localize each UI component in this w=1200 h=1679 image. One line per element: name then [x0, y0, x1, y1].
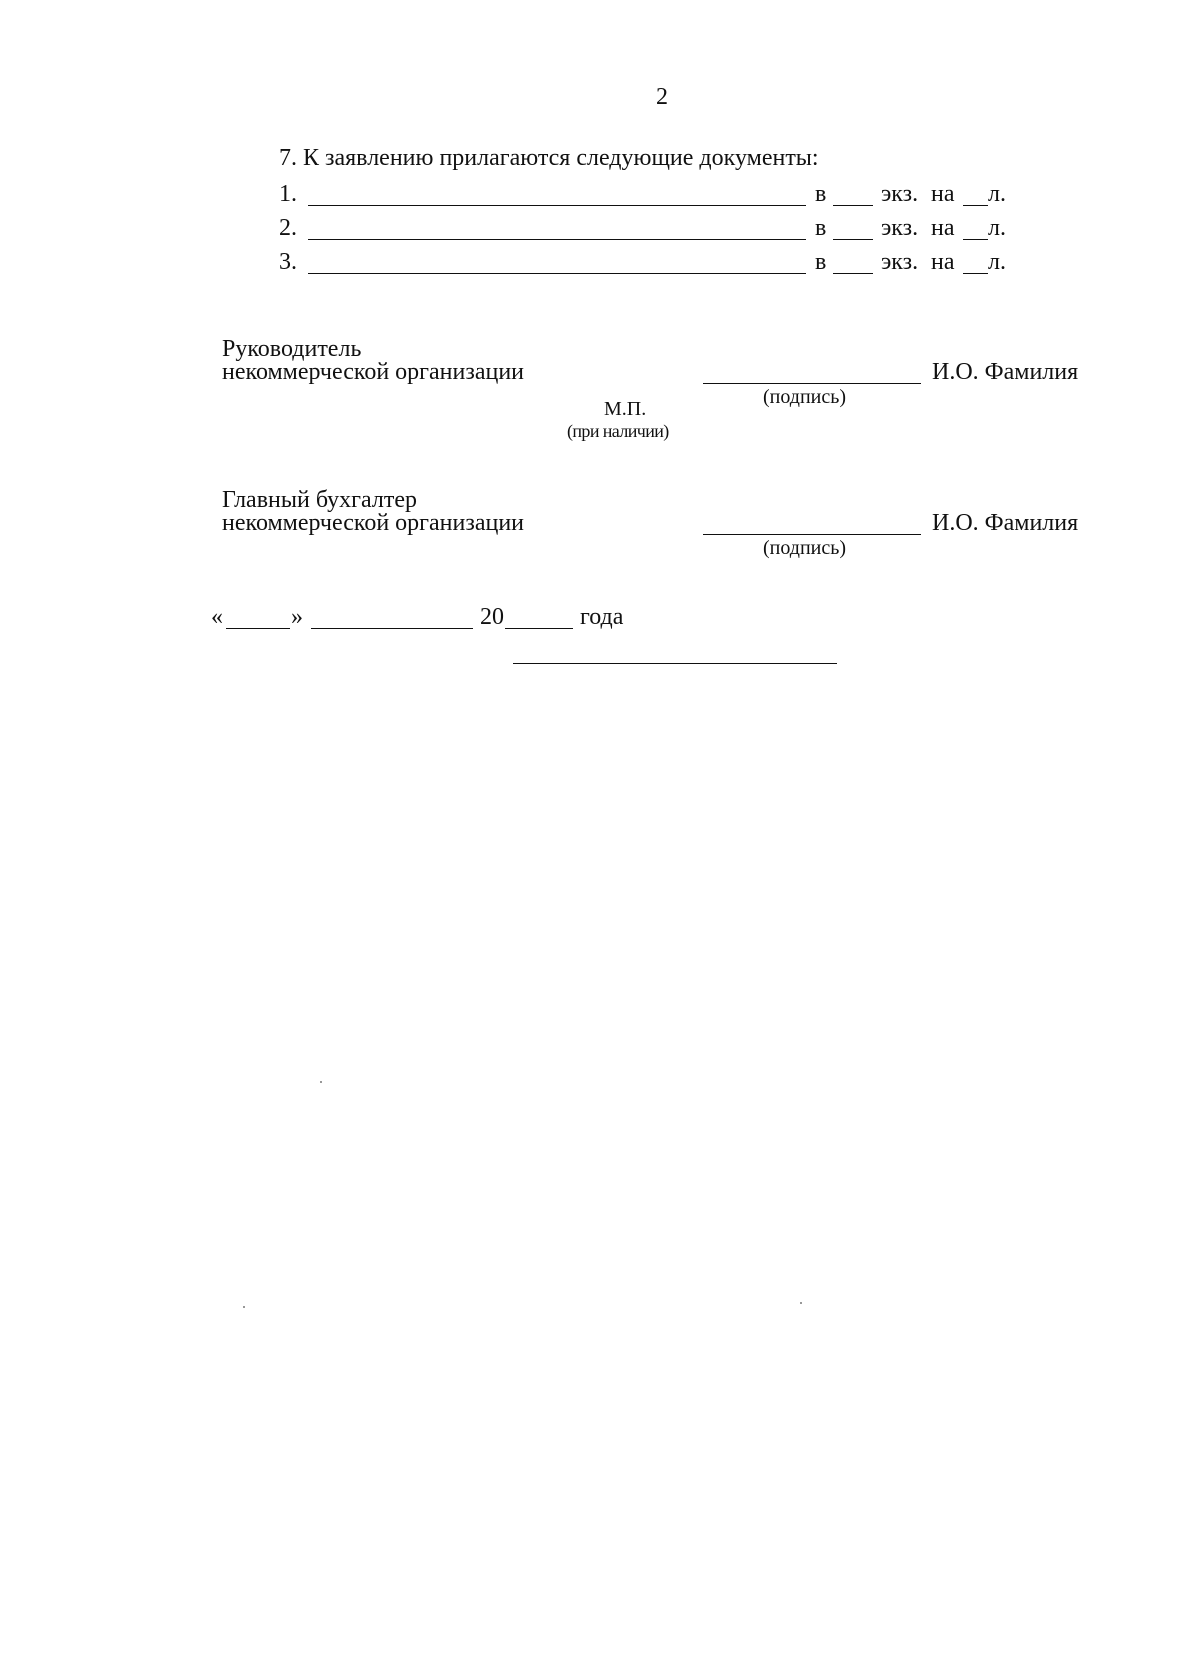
attachment-on-word: на: [931, 215, 955, 241]
copies-count-blank: [833, 273, 873, 274]
page-number: 2: [656, 84, 668, 110]
date-century: 20: [480, 604, 504, 630]
sheets-count-blank: [963, 239, 988, 240]
attachment-number: 1.: [279, 181, 297, 207]
attachment-sheets-word: л.: [988, 215, 1006, 241]
year-blank: [505, 628, 573, 629]
attachment-number: 2.: [279, 215, 297, 241]
attachment-on-word: на: [931, 249, 955, 275]
accountant-signature-caption: (подпись): [763, 537, 847, 559]
attachment-in-word: в: [815, 249, 827, 275]
accountant-name: И.О. Фамилия: [932, 510, 1079, 536]
day-blank: [226, 628, 290, 629]
attachment-name-blank: [308, 205, 806, 206]
copies-count-blank: [833, 239, 873, 240]
date-year-word: года: [580, 604, 624, 630]
scan-speck: [320, 1081, 322, 1083]
attachment-sheets-word: л.: [988, 181, 1006, 207]
sheets-count-blank: [963, 273, 988, 274]
head-title-line2: некоммерческой организации: [222, 359, 525, 385]
head-title-line1: Руководитель: [222, 336, 362, 362]
attachment-on-word: на: [931, 181, 955, 207]
attachment-in-word: в: [815, 215, 827, 241]
attachment-name-blank: [308, 239, 806, 240]
head-signature-caption: (подпись): [763, 386, 847, 408]
accountant-signature-blank: [703, 534, 921, 535]
date-open-quote: «: [211, 604, 223, 630]
head-name: И.О. Фамилия: [932, 359, 1079, 385]
closing-separator: [513, 663, 837, 664]
attachment-sheets-word: л.: [988, 249, 1006, 275]
seal-label: М.П.: [604, 398, 647, 420]
attachment-in-word: в: [815, 181, 827, 207]
accountant-title-line1: Главный бухгалтер: [222, 487, 417, 513]
attachments-heading: 7. К заявлению прилагаются следующие документы:: [279, 145, 819, 171]
accountant-title-line2: некоммерческой организации: [222, 510, 525, 536]
attachment-copies-word: экз.: [881, 249, 919, 275]
attachment-copies-word: экз.: [881, 181, 919, 207]
attachment-name-blank: [308, 273, 806, 274]
head-signature-blank: [703, 383, 921, 384]
date-close-quote: »: [291, 604, 303, 630]
copies-count-blank: [833, 205, 873, 206]
scan-speck: [800, 1302, 802, 1304]
attachment-copies-word: экз.: [881, 215, 919, 241]
seal-note: (при наличии): [567, 421, 669, 441]
attachment-number: 3.: [279, 249, 297, 275]
scan-speck: [243, 1306, 245, 1308]
sheets-count-blank: [963, 205, 988, 206]
month-blank: [311, 628, 473, 629]
